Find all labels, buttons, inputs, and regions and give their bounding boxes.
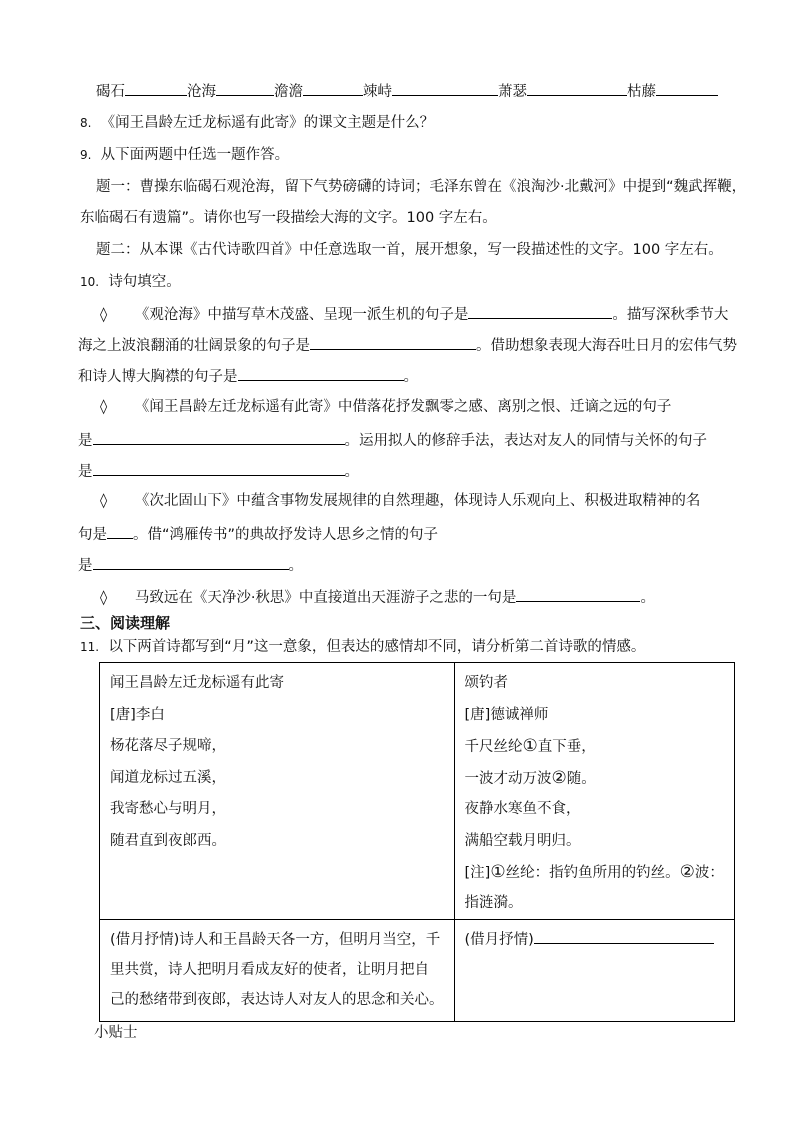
q10-item2-line1: [100, 397, 671, 417]
vocab-blank[interactable]: [392, 79, 498, 96]
circled-two-icon: ②: [679, 862, 695, 882]
q10-item3-text-end: 。: [288, 558, 303, 574]
q10-item1-text-end: 。: [403, 369, 418, 385]
q10-item2-line3: [78, 459, 359, 482]
poem-line: 夜静水寒鱼不食，: [464, 801, 581, 817]
q10-item3-text: 《次北固山下》中蕴含事物发展规律的自然理趣，体现诗人乐观向上、积极进取精神的名: [134, 493, 701, 509]
poem2-note-cont: 指涟漪。: [464, 895, 523, 911]
poem-text: 千尺丝纶: [464, 739, 523, 755]
q10-item2-text-end: 。: [344, 464, 359, 480]
vocab-blank[interactable]: [656, 79, 718, 96]
q10-item2-text: 《闻王昌龄左迁龙标遥有此寄》中借落花抒发飘零之感、离别之恨、迁谪之远的句子: [134, 399, 672, 415]
poem-line: 随君直到夜郎西。: [110, 832, 226, 849]
vocab-word: 澹澹: [274, 84, 303, 100]
poem2-title: 颂钓者: [464, 675, 508, 691]
table-row: [100, 663, 735, 920]
vocab-line: [96, 79, 718, 102]
answer-blank[interactable]: [107, 522, 133, 539]
answer-blank[interactable]: [238, 364, 404, 381]
answer-line: [465, 925, 724, 955]
vocab-word: 沧海: [187, 84, 216, 100]
q10-item2-text-end: 。运用拟人的修辞手法，表达对友人的同情与关怀的句子: [344, 433, 707, 449]
question-number: 10.: [80, 275, 100, 289]
q9-topic1-line2: 东临碣石有遗篇”。请你也写一段描绘大海的文字。100 字左右。: [80, 210, 497, 226]
note-label: [注]: [464, 865, 491, 881]
poem1-cell: [100, 663, 455, 920]
q9-topic2: 题二：从本课《古代诗歌四首》中任意选取一首，展开想象，写一段描述性的文字。100 字左右。: [96, 242, 723, 258]
answer-blank[interactable]: [93, 428, 345, 445]
vocab-blank[interactable]: [303, 79, 363, 96]
answer-line: 里共赏，诗人把明月看成友好的使者，让明月把自: [110, 962, 429, 978]
question-text: 诗句填空。: [108, 274, 181, 290]
vocab-blank[interactable]: [527, 79, 627, 96]
question-9: [80, 145, 289, 165]
question-8: [80, 113, 434, 133]
answer-blank[interactable]: [534, 927, 714, 944]
poem-line: [465, 731, 724, 763]
q10-item1-line2: [78, 333, 737, 356]
poem-text: 随。: [566, 770, 596, 787]
poem1-title: 闻王昌龄左迁龙标遥有此寄: [110, 675, 284, 691]
poem-line: [465, 763, 724, 795]
poem-line: 闻道龙标过五溪，: [110, 769, 226, 786]
vocab-word: 枯藤: [627, 84, 656, 100]
q10-item4-text: 马致远在《天净沙·秋思》中直接道出天涯游子之悲的一句是: [134, 590, 517, 606]
q10-item4: [100, 585, 655, 608]
poem2-cell: [454, 663, 734, 920]
q10-item2-text: 是: [78, 464, 93, 480]
circled-two-icon: ②: [551, 767, 567, 788]
q10-item4-text-end: 。: [640, 590, 655, 606]
question-text: 从下面两题中任选一题作答。: [100, 147, 290, 163]
poem-text: 直下垂，: [537, 739, 596, 755]
answer-blank[interactable]: [468, 302, 612, 319]
poem1-author: [唐]李白: [110, 706, 165, 723]
q10-item1-text: 海之上波浪翻涌的壮阔景象的句子是: [78, 338, 310, 354]
bullet-icon: ◊: [100, 399, 108, 415]
vocab-word: 碣石: [96, 84, 125, 100]
question-number: 9.: [80, 148, 92, 162]
poem2-note: [465, 857, 724, 888]
q10-item1-text-end: 。借助想象表现大海吞吐日月的宏伟气势: [476, 338, 737, 354]
bullet-icon: ◊: [100, 307, 108, 323]
q10-item2-line2: [78, 428, 707, 451]
question-number: 8.: [80, 116, 92, 130]
answer-blank[interactable]: [93, 553, 289, 570]
q10-item1-line3: [78, 364, 418, 387]
q10-item1-text: 《观沧海》中描写草木茂盛、呈现一派生机的句子是: [134, 307, 469, 323]
q10-item3-line2: [78, 522, 438, 545]
section-heading: 三、阅读理解: [80, 614, 171, 632]
answer2-cell: [454, 920, 734, 1022]
tip-label: 小贴士: [94, 1025, 138, 1041]
note-text: 丝纶：指钓鱼所用的钓丝。: [505, 865, 680, 881]
vocab-blank[interactable]: [125, 79, 187, 96]
poem2-author: [唐]德诚禅师: [464, 706, 549, 723]
q10-item1-text: 和诗人博大胸襟的句子是: [78, 369, 238, 385]
vocab-blank[interactable]: [216, 79, 274, 96]
question-11: [80, 637, 645, 657]
answer-label: (借月抒情): [464, 932, 534, 948]
poem-line: 我寄愁心与明月，: [110, 801, 226, 817]
answer1-cell: [100, 920, 455, 1022]
circled-one-icon: ①: [522, 736, 538, 756]
poem-text: 一波才动万波: [464, 770, 552, 787]
answer-blank[interactable]: [310, 333, 476, 350]
q10-item3-line3: [78, 553, 303, 576]
poem-comparison-table: [99, 662, 735, 1022]
answer-line: (借月抒情)诗人和王昌龄天各一方，但明月当空，千: [110, 932, 441, 948]
q9-topic1-line1: 题一：曹操东临碣石观沧海，留下气势磅礴的诗词；毛泽东曾在《浪淘沙·北戴河》中提到“魏武挥鞭，: [96, 179, 747, 195]
vocab-word: 竦峙: [363, 84, 392, 100]
table-row: [100, 920, 735, 1022]
note-text: 波：: [694, 865, 724, 881]
answer-blank[interactable]: [93, 459, 345, 476]
q10-item3-text: 句是: [78, 527, 107, 543]
q10-item3-text: 是: [78, 558, 93, 574]
answer-blank[interactable]: [516, 585, 640, 602]
poem-line: 杨花落尽子规啼，: [110, 738, 226, 754]
circled-one-icon: ①: [490, 862, 506, 882]
q10-item3-line1: [100, 491, 700, 511]
bullet-icon: ◊: [100, 493, 108, 509]
vocab-word: 萧瑟: [498, 84, 527, 100]
poem-line: 满船空载月明归。: [464, 832, 581, 849]
q10-item1-line1: [100, 302, 728, 325]
question-number: 11.: [80, 640, 100, 654]
q10-item2-text: 是: [78, 433, 93, 449]
question-text: 以下两首诗都写到“月”这一意象，但表达的感情却不同，请分析第二首诗歌的情感。: [108, 639, 646, 655]
answer-line: 己的愁绪带到夜郎，表达诗人对友人的思念和关心。: [110, 992, 444, 1008]
bullet-icon: ◊: [100, 590, 108, 606]
question-10: [80, 272, 181, 292]
q10-item1-text-end: 。描写深秋季节大: [612, 307, 729, 323]
q10-item3-text-end: 。借“鸿雁传书”的典故抒发诗人思乡之情的句子: [133, 527, 439, 543]
question-text: 《闻王昌龄左迁龙标遥有此寄》的课文主题是什么？: [100, 115, 435, 131]
